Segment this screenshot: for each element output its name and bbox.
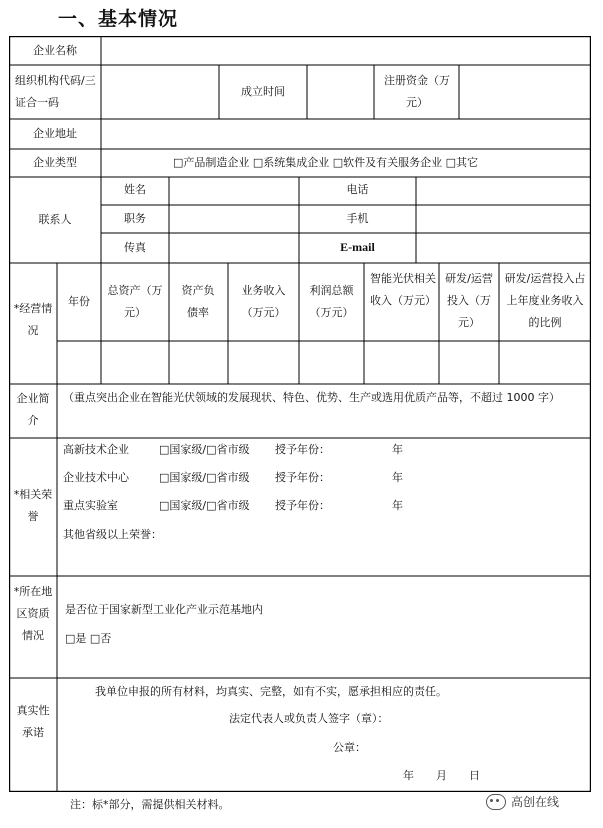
contact-email-label: E-mail xyxy=(340,240,375,254)
contact-duty-label: 职务 xyxy=(124,212,146,225)
honor-2-grant: 授予年份： xyxy=(275,471,330,484)
org-code-label: 组织机构代码/三证合一码 xyxy=(15,74,96,109)
reg-capital-label: 注册资金（万元） xyxy=(384,74,450,109)
ops-header-assets: 总资产（万元） xyxy=(107,284,163,319)
watermark xyxy=(486,793,559,810)
ops-header-year: 年份 xyxy=(68,295,90,308)
contact-phone-label: 电话 xyxy=(346,183,369,196)
ops-header-revenue: 业务收入（万元） xyxy=(241,284,286,319)
wechat-icon xyxy=(486,794,506,810)
ops-header-profit: 利润总额（万元） xyxy=(309,284,354,319)
company-name-label: 企业名称 xyxy=(33,44,77,57)
honor-2-level[interactable]: □国家级/□省市级 xyxy=(159,471,250,484)
honor-3-name: 重点实验室 xyxy=(63,499,118,512)
honor-3-year: 年 xyxy=(392,499,403,512)
footnote: 注：标*部分，需提供相关材料。 xyxy=(70,798,230,811)
honor-1-name: 高新技术企业 xyxy=(63,443,129,456)
company-type-options[interactable]: □产品制造企业 □系统集成企业 □软件及有关服务企业 □其它 xyxy=(173,156,479,169)
pledge-label: 真实性承诺 xyxy=(16,704,50,739)
address-label: 企业地址 xyxy=(33,127,77,140)
honor-1-level[interactable]: □国家级/□省市级 xyxy=(159,443,250,456)
pledge-sign: 法定代表人或负责人签字（章）： xyxy=(229,712,389,725)
table-grid xyxy=(9,36,591,792)
ops-header-rd-investment: 研发/运营投入（万元） xyxy=(445,272,493,329)
found-time-label: 成立时间 xyxy=(241,85,285,98)
pledge-seal: 公章： xyxy=(333,741,366,754)
honor-3-level[interactable]: □国家级/□省市级 xyxy=(159,499,250,512)
contact-name-label: 姓名 xyxy=(124,183,146,196)
ops-label: *经营情况 xyxy=(13,302,53,337)
honor-3-grant: 授予年份： xyxy=(275,499,330,512)
honor-1-grant: 授予年份： xyxy=(275,443,330,456)
intro-hint: （重点突出企业在智能光伏领域的发展现状、特色、优势、生产或选用优质产品等，不超过 1000 字） xyxy=(63,391,560,404)
info-form-table xyxy=(9,36,591,792)
section-title: 一、基本情况 xyxy=(58,8,179,30)
contact-fax-label: 传真 xyxy=(124,241,146,254)
ops-header-debt-ratio: 资产负债率 xyxy=(181,284,215,319)
pledge-statement: 我单位申报的所有材料，均真实、完整，如有不实，愿承担相应的责任。 xyxy=(95,685,447,698)
region-question: 是否位于国家新型工业化产业示范基地内 xyxy=(65,603,263,616)
intro-label: 企业简介 xyxy=(16,392,50,427)
honor-2-name: 企业技术中心 xyxy=(63,471,129,484)
contact-mobile-label: 手机 xyxy=(346,212,369,225)
company-type-label: 企业类型 xyxy=(33,156,77,169)
watermark-text: 高创在线 xyxy=(511,795,560,809)
region-answer-options[interactable]: □是 □否 xyxy=(65,632,112,645)
ops-header-pv-revenue: 智能光伏相关收入（万元） xyxy=(370,272,436,307)
honor-2-year: 年 xyxy=(392,471,403,484)
honors-label: *相关荣誉 xyxy=(13,488,53,523)
ops-header-rd-ratio: 研发/运营投入占上年度业务收入的比例 xyxy=(504,272,586,329)
pledge-date: 年 月 日 xyxy=(403,769,480,782)
contact-label: 联系人 xyxy=(38,213,72,226)
region-label: *所在地区资质情况 xyxy=(13,585,53,642)
honor-1-year: 年 xyxy=(392,443,403,456)
honors-other: 其他省级以上荣誉： xyxy=(63,528,162,541)
